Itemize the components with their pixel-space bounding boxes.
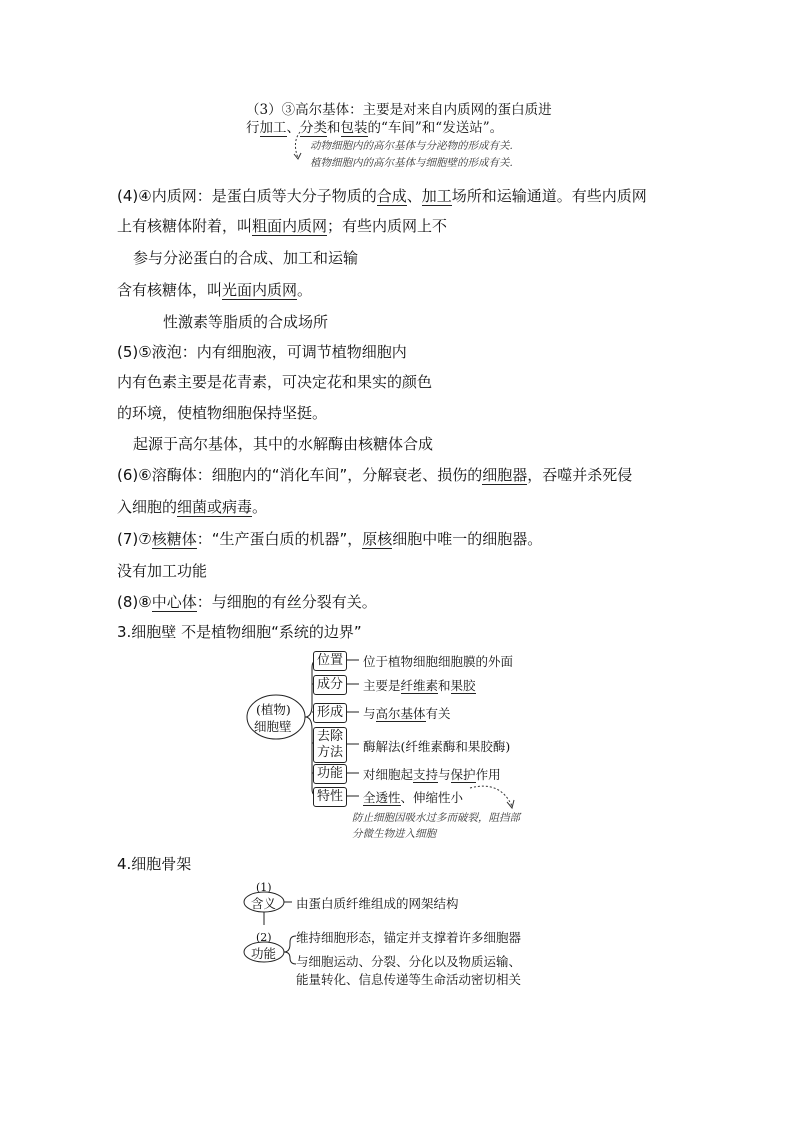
pectin: 果胶 — [450, 678, 476, 693]
smooth-er: 光面内质网 — [222, 281, 298, 299]
ribosome-post: 细胞中唯一的细胞器。 — [392, 530, 543, 548]
vacuole-line-a: (5)⑤液泡：内有细胞液，可调节植物细胞内 — [117, 343, 407, 361]
cyto-num2: (2) — [256, 931, 272, 944]
lysosome-a-pre: (6)⑥溶酶体：细胞内的“消化车间”，分解衰老、损伤的 — [117, 466, 483, 484]
protection: 保护 — [450, 767, 476, 782]
golgi-note2: 植物细胞内的高尔基体与细胞壁的形成有关. — [310, 157, 513, 169]
support: 支持 — [413, 767, 439, 782]
er-line-c: 参与分泌蛋白的合成、加工和运输 — [133, 249, 359, 267]
golgi-sep: 、 — [286, 120, 300, 136]
golgi-line1: （3）③高尔基体：主要是对来自内质网的蛋白质进 — [246, 102, 552, 118]
ribosome-note: 没有加工功能 — [117, 562, 208, 580]
lysosome-b-post: 。 — [252, 498, 268, 516]
er-processing: 加工 — [421, 187, 452, 205]
function-pre: 对细胞起 — [363, 767, 414, 782]
cytoskeleton-heading: 4.细胞骨架 — [117, 855, 192, 873]
lysosome-a-post: ，吞噬并杀死侵 — [527, 466, 633, 484]
er-d-post: 。 — [297, 281, 313, 299]
cyto-num1: (1) — [256, 881, 272, 894]
cellulose: 纤维素 — [400, 678, 439, 693]
er-a-pre: (4)④内质网：是蛋白质等大分子物质的 — [117, 187, 377, 205]
er-line-e: 性激素等脂质的合成场所 — [163, 313, 329, 331]
cellwall-text-location: 位于植物细胞细胞膜的外面 — [363, 654, 514, 669]
centrosome-term: 中心体 — [151, 593, 197, 611]
cyto-label-function: 功能 — [251, 946, 277, 961]
golgi-sorting: 分类 — [300, 120, 327, 136]
er-b-pre: 上有核糖体附着，叫 — [117, 217, 253, 235]
function-post: 作用 — [475, 767, 501, 782]
er-d-pre: 含有核糖体，叫 — [117, 281, 223, 299]
vacuole-line-c: 的环境，使植物细胞保持坚挺。 — [117, 404, 328, 422]
cellwall-note2: 分微生物进入细胞 — [352, 828, 436, 840]
cellwall-label-property: 特性 — [313, 787, 347, 807]
cellwall-text-removal: 酶解法(纤维素酶和果胶酶) — [363, 739, 511, 754]
er-synthesis: 合成 — [376, 187, 407, 205]
formation-pre: 与 — [363, 706, 376, 721]
ribosome-pre: (7)⑦ — [117, 530, 152, 548]
ribosome-mid: ：“生产蛋白质的机器”， — [196, 530, 363, 548]
cellwall-root-line2: 细胞壁 — [254, 719, 292, 734]
ribosome-term: 核糖体 — [151, 530, 197, 548]
cellwall-label-location: 位置 — [313, 651, 347, 671]
lysosome-b-pre: 入细胞的 — [117, 498, 178, 516]
prokaryotic-term: 原核 — [362, 530, 393, 548]
function-and: 与 — [438, 767, 451, 782]
cyto-label-meaning: 含义 — [251, 896, 277, 911]
composition-pre: 主要是 — [363, 678, 401, 693]
removal-label-2: 方法 — [317, 745, 344, 760]
cellwall-heading: 3.细胞壁 不是植物细胞“系统的边界” — [117, 623, 362, 641]
formation-post: 有关 — [425, 706, 451, 721]
cellwall-label-composition: 成分 — [313, 675, 347, 695]
golgi-processing: 加工 — [259, 120, 287, 136]
er-a-mid: 、 — [406, 187, 422, 205]
centrosome-pre: (8)⑧ — [117, 593, 152, 611]
composition-and: 和 — [438, 678, 451, 693]
golgi-note1: 动物细胞内的高尔基体与分泌物的形成有关. — [310, 140, 513, 152]
golgi-and: 和 — [327, 120, 341, 136]
golgi-packaging: 包装 — [340, 120, 368, 136]
full-permeability: 全透性 — [363, 790, 401, 805]
cyto-text-function-c: 能量转化、信息传递等生命活动密切相关 — [296, 972, 522, 987]
cyto-text-function-b: 与细胞运动、分裂、分化以及物质运输、 — [296, 954, 522, 969]
er-a-post: 场所和运输通道。有些内质网 — [451, 187, 647, 205]
cyto-text-function-a: 维持细胞形态，锚定并支撑着许多细胞器 — [296, 930, 522, 945]
cellwall-label-function: 功能 — [313, 764, 347, 784]
cyto-text-meaning: 由蛋白质纤维组成的网架结构 — [296, 896, 459, 911]
cellwall-root-line1: (植物) — [256, 702, 291, 717]
cellwall-note1: 防止细胞因吸水过多而破裂，阻挡部 — [352, 812, 520, 824]
removal-label-1: 去除 — [317, 729, 344, 744]
vacuole-line-b: 内有色素主要是花青素，可决定花和果实的颜色 — [117, 373, 433, 391]
centrosome-post: ：与细胞的有丝分裂有关。 — [196, 593, 377, 611]
golgi-line2-pre: 行 — [246, 120, 260, 136]
vacuole-line-d: 起源于高尔基体，其中的水解酶由核糖体合成 — [133, 435, 434, 453]
cellwall-label-formation: 形成 — [313, 703, 347, 723]
rough-er: 粗面内质网 — [252, 217, 328, 235]
golgi-term: 高尔基体 — [375, 706, 426, 721]
lysosome-organelle: 细胞器 — [482, 466, 528, 484]
er-b-post: ；有些内质网上不 — [327, 217, 448, 235]
property-post: 、伸缩性小 — [400, 790, 464, 805]
golgi-line2-post: 的“车间”和“发送站”。 — [367, 120, 504, 136]
lysosome-bacteria-virus: 细菌或病毒 — [177, 498, 253, 516]
